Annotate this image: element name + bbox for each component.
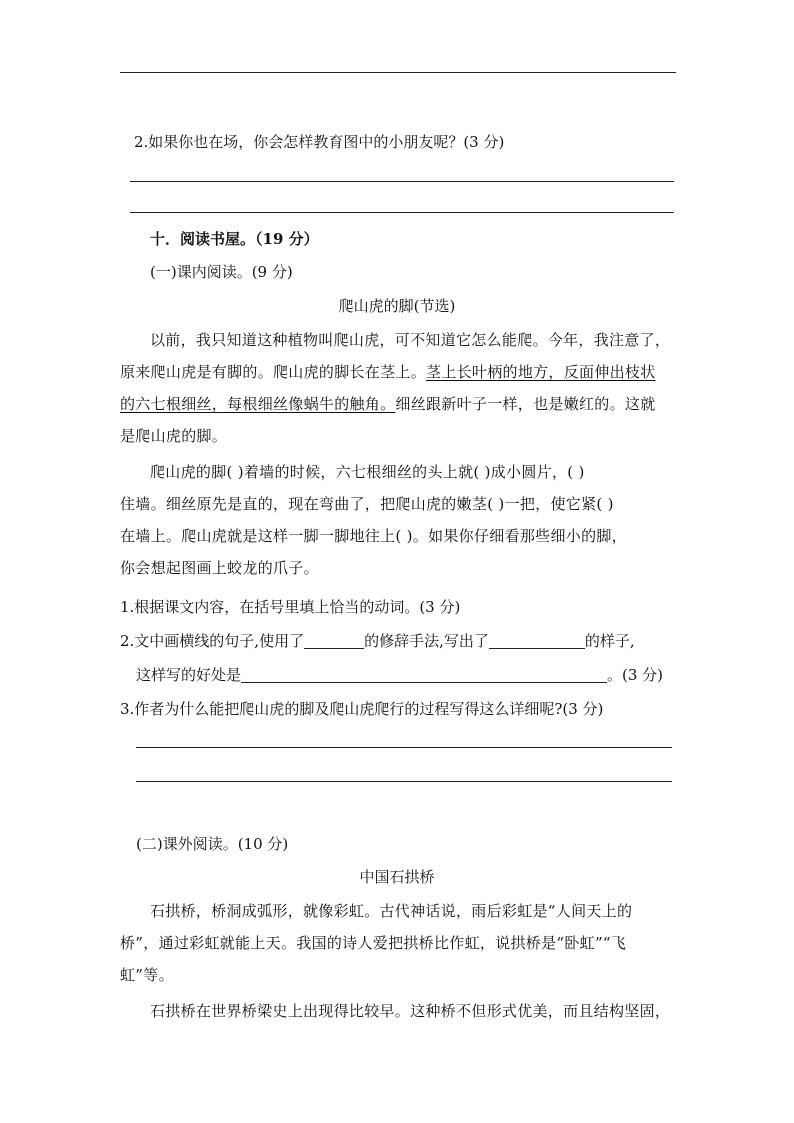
passage1-paragraph1 (120, 324, 680, 452)
text-line: 石拱桥在世界桥梁史上出现得比较早。这种桥不但形式优美，而且结构坚固， (150, 1002, 671, 1020)
part2-label: (二)课外阅读。(10 分) (136, 835, 289, 853)
question-text: 。(3 分) (607, 666, 664, 684)
underlined-sentence: 的六七根细丝，每根细丝像蜗牛的触角。 (120, 395, 396, 413)
text-line (120, 388, 680, 420)
answer-line[interactable] (130, 212, 674, 213)
underlined-sentence: 茎上长叶柄的地方，反面伸出枝状 (426, 363, 656, 381)
fill-blank-appearance[interactable] (489, 632, 585, 649)
text-line: 住墙。细丝原先是直的，现在弯曲了，把爬山虎的嫩茎( )一把，使它紧( ) (120, 495, 614, 513)
text-line: 石拱桥，桥洞成弧形，就像彩虹。古代神话说，雨后彩虹是“人间天上的 (150, 902, 633, 920)
text-line: 你会想起图画上蛟龙的爪子。 (120, 559, 319, 577)
section-heading: 十．阅读书屋。（19 分） (150, 230, 319, 248)
passage2-title: 中国石拱桥 (359, 868, 435, 886)
question-text: 的样子, (584, 632, 635, 650)
question-2-line2 (136, 664, 663, 685)
question-text: 这样写的好处是 (136, 666, 242, 684)
text-segment: 细丝跟新叶子一样，也是嫩红的。这就 (395, 395, 656, 413)
top-answer-line (120, 72, 676, 73)
text-line: 爬山虎的脚( )着墙的时候，六七根细丝的头上就( )成小圆片，( ) (150, 463, 585, 481)
question-3: 3.作者为什么能把爬山虎的脚及爬山虎爬行的过程写得这么详细呢?(3 分) (120, 700, 604, 718)
text-line: 桥”，通过彩虹就能上天。我国的诗人爱把拱桥比作虹，说拱桥是“卧虹”“飞 (120, 934, 627, 952)
text-line: 虹”等。 (120, 966, 174, 984)
answer-line[interactable] (136, 747, 672, 748)
text-line: 在墙上。爬山虎就是这样一脚一脚地往上( )。如果你仔细看那些细小的脚， (120, 527, 627, 545)
fill-blank-benefit[interactable] (241, 666, 607, 683)
question-2: 2.如果你也在场，你会怎样教育图中的小朋友呢？(3 分) (134, 133, 505, 151)
text-line: 是爬山虎的脚。 (120, 427, 228, 445)
text-line: 以前，我只知道这种植物叫爬山虎，可不知道它怎么能爬。今年，我注意了， (150, 331, 671, 349)
fill-blank-rhetoric[interactable] (304, 632, 364, 649)
question-1: 1.根据课文内容，在括号里填上恰当的动词。(3 分) (120, 598, 461, 616)
passage1-paragraph2 (120, 456, 680, 584)
text-line (120, 356, 680, 388)
text-segment: 原来爬山虎是有脚的。爬山虎的脚长在茎上。 (120, 363, 427, 381)
passage2-paragraph2 (120, 995, 680, 1027)
passage2-paragraph1 (120, 895, 680, 991)
question-text: 2.文中画横线的句子,使用了 (120, 632, 305, 650)
question-2-line1 (120, 630, 635, 651)
passage1-title: 爬山虎的脚(节选) (338, 297, 456, 315)
answer-line[interactable] (130, 181, 674, 182)
answer-line[interactable] (136, 781, 672, 782)
part1-label: (一)课内阅读。(9 分) (150, 263, 293, 281)
question-text: 的修辞手法,写出了 (364, 632, 489, 650)
